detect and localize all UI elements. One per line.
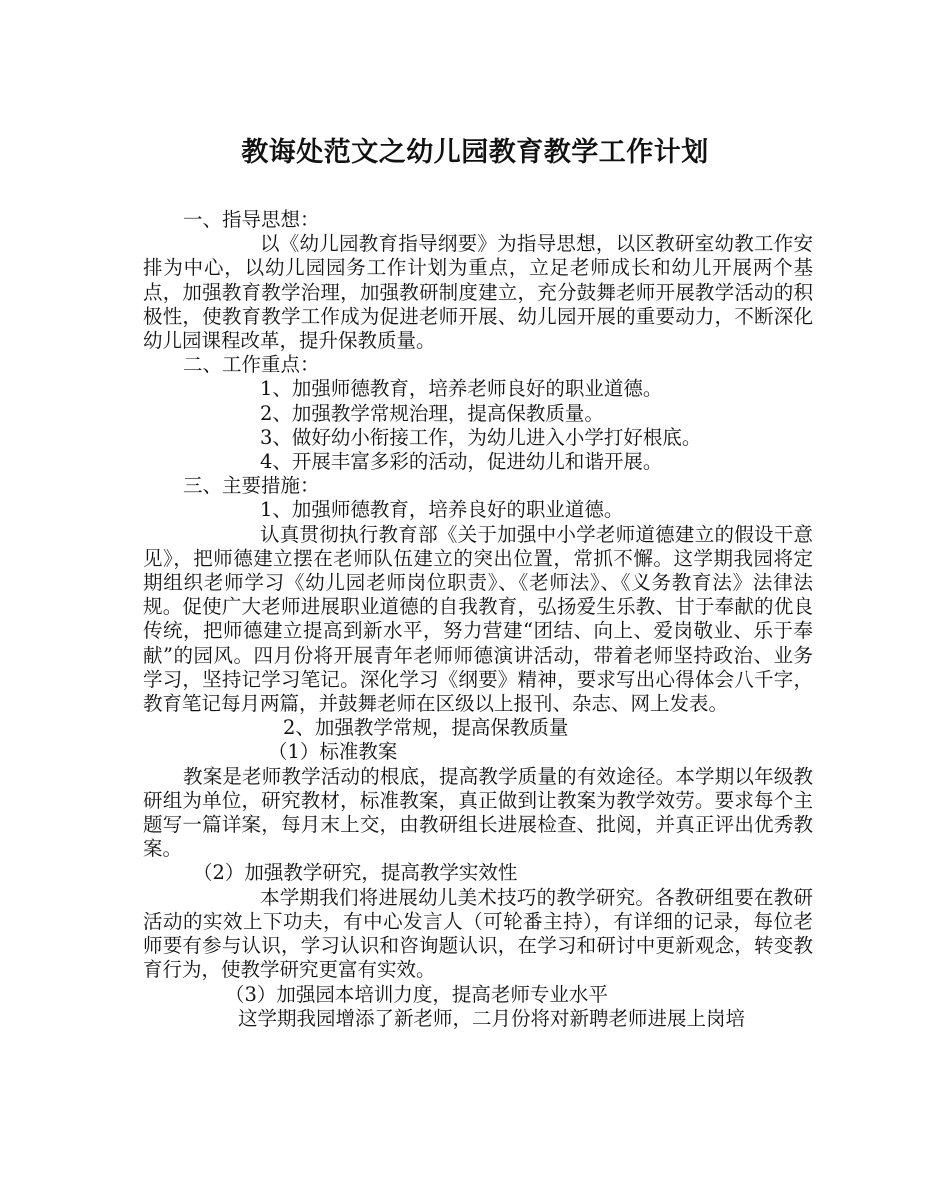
paragraph-lesson-plans: 教案是老师教学活动的根底，提高教学质量的有效途径。本学期以年级教研组为单位，研究教材，标准教案，真正做到让教案为教学效劳。要求每个主题写一篇详案，每月末上交，由教研组长进展检查、批阅，并真正评出优秀教案。 [143, 764, 813, 861]
paragraph-teaching-research: 本学期我们将进展幼儿美术技巧的教学研究。各教研组要在教研活动的实效上下功夫，有中心发言人（可轮番主持），有详细的记录，每位老师要有参与认识，学习认识和咨询题认识，在学习和研讨中更新观念，转变教育行为，使教学研究更富有实效。 [143, 885, 813, 982]
document-body [143, 208, 813, 1031]
document-title: 教诲处范文之幼儿园教育教学工作计划 [241, 137, 709, 168]
paragraph-training: 这学期我园增添了新老师，二月份将对新聘老师进展上岗培 [238, 1006, 746, 1030]
measure-heading-1: 1、加强师德教育，培养良好的职业道德。 [260, 498, 624, 522]
section-heading-work-focus: 二、工作重点： [183, 353, 320, 377]
paragraph-guiding-ideology: 以《幼儿园教育指导纲要》为指导思想，以区教研室幼教工作安排为中心，以幼儿园园务工作计划为重点，立足老师成长和幼儿开展两个基点，加强教育教学治理，加强教研制度建立，充分鼓舞老师开展教学活动的积极性，使教育教学工作成为促进老师开展、幼儿园开展的重要动力，不断深化幼儿园课程改革，提升保教质量。 [143, 232, 813, 353]
measure-heading-2: 2、加强教学常规，提高保教质量 [283, 716, 569, 740]
subheading-training: （3）加强园本培训力度，提高老师专业水平 [225, 982, 608, 1006]
work-focus-item-2: 2、加强教学常规治理，提高保教质量。 [260, 401, 604, 425]
subheading-lesson-plans: （1）标准教案 [268, 740, 398, 764]
work-focus-item-4: 4、开展丰富多彩的活动，促进幼儿和谐开展。 [260, 450, 663, 474]
section-heading-guiding-ideology: 一、指导思想： [183, 208, 320, 231]
work-focus-item-1: 1、加强师德教育，培养老师良好的职业道德。 [260, 377, 663, 401]
work-focus-item-3: 3、做好幼小衔接工作，为幼儿进入小学打好根底。 [260, 425, 702, 449]
paragraph-ethics-education: 认真贯彻执行教育部《关于加强中小学老师道德建立的假设干意见》，把师德建立摆在老师队伍建立的突出位置，常抓不懈。这学期我园将定期组织老师学习《幼儿园老师岗位职责》、《老师法》、《义务教育法》法律法规。促使广大老师进展职业道德的自我教育，弘扬爱生乐教、甘于奉献的优良传统，把师德建立提高到新水平，努力营建“团结、向上、爱岗敬业、乐于奉献”的园风。四月份将开展青年老师师德演讲活动，带着老师坚持政治、业务学习，坚持记学习笔记。深化学习《纲要》精神，要求写出心得体会八千字，教育笔记每月两篇，并鼓舞老师在区级以上报刊、杂志、网上发表。 [143, 522, 813, 716]
section-heading-main-measures: 三、主要措施： [183, 474, 320, 498]
subheading-teaching-research: （2）加强教学研究，提高教学实效性 [193, 861, 518, 885]
